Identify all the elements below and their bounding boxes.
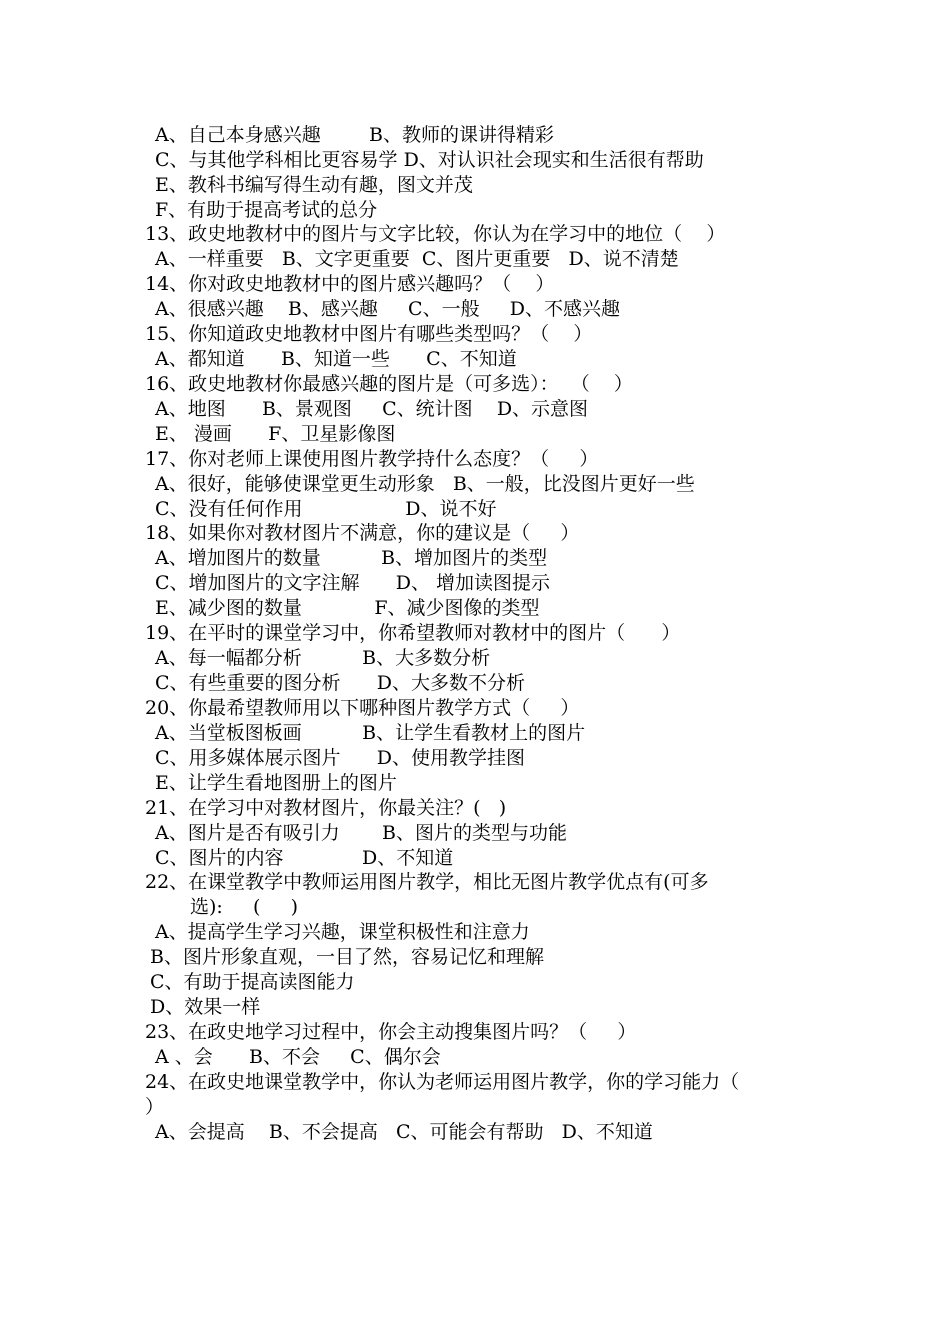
question-16: 16、政史地教材你最感兴趣的图片是（可多选）： （ ） bbox=[145, 373, 633, 395]
question-13: 13、政史地教材中的图片与文字比较，你认为在学习中的地位（ ） bbox=[145, 223, 726, 245]
answer-option-line: C、与其他学科相比更容易学 D、对认识社会现实和生活很有帮助 bbox=[155, 149, 704, 171]
question-22: 22、在课堂教学中教师运用图片教学，相比无图片教学优点有(可多 bbox=[145, 871, 709, 893]
question-24: 24、在政史地课堂教学中，你认为老师运用图片教学，你的学习能力（ bbox=[145, 1071, 740, 1093]
answer-option-line: A、会提高 B、不会提高 C、可能会有帮助 D、不知道 bbox=[155, 1121, 653, 1143]
answer-option-line: A、很感兴趣 B、感兴趣 C、一般 D、不感兴趣 bbox=[155, 298, 621, 320]
answer-option-line: C、增加图片的文字注解 D、 增加读图提示 bbox=[155, 572, 551, 594]
answer-option-line: C、有些重要的图分析 D、大多数不分析 bbox=[155, 672, 526, 694]
answer-option-line: E、 漫画 F、卫星影像图 bbox=[155, 423, 396, 445]
answer-option-line: C、没有任何作用 D、说不好 bbox=[155, 498, 497, 520]
answer-option-line: A、图片是否有吸引力 B、图片的类型与功能 bbox=[155, 822, 567, 844]
question-23: 23、在政史地学习过程中，你会主动搜集图片吗？（ ） bbox=[145, 1021, 637, 1043]
answer-option-line: A、都知道 B、知道一些 C、不知道 bbox=[155, 348, 517, 370]
answer-option-line: A、自己本身感兴趣 B、教师的课讲得精彩 bbox=[155, 124, 555, 146]
question-21: 21、在学习中对教材图片，你最关注？( ) bbox=[145, 797, 507, 819]
question-14: 14、你对政史地教材中的图片感兴趣吗？（ ） bbox=[145, 273, 555, 295]
answer-option-line: A、增加图片的数量 B、增加图片的类型 bbox=[155, 547, 548, 569]
answer-option-line: E、减少图的数量 F、减少图像的类型 bbox=[155, 597, 540, 619]
answer-option-line: A、提高学生学习兴趣，课堂积极性和注意力 bbox=[155, 921, 530, 943]
answer-option-line: A、很好，能够使课堂更生动形象 B、一般，比没图片更好一些 bbox=[155, 473, 695, 495]
answer-option-line: D、效果一样 bbox=[150, 996, 261, 1018]
question-18: 18、如果你对教材图片不满意，你的建议是（ ） bbox=[145, 522, 580, 544]
question-20: 20、你最希望教师用以下哪种图片教学方式（ ） bbox=[145, 697, 580, 719]
answer-option-line: E、教科书编写得生动有趣，图文并茂 bbox=[155, 174, 473, 196]
question-24-continuation: ） bbox=[145, 1096, 165, 1118]
answer-option-line: B、图片形象直观，一目了然，容易记忆和理解 bbox=[150, 946, 544, 968]
answer-option-line: A、一样重要 B、文字更重要 C、图片更重要 D、说不清楚 bbox=[155, 248, 679, 270]
answer-option-line: A 、会 B、不会 C、偶尔会 bbox=[155, 1046, 441, 1068]
answer-option-line: A、每一幅都分析 B、大多数分析 bbox=[155, 647, 491, 669]
answer-option-line: C、用多媒体展示图片 D、使用教学挂图 bbox=[155, 747, 526, 769]
answer-option-line: A、当堂板图板画 B、让学生看教材上的图片 bbox=[155, 722, 586, 744]
answer-option-line: F、有助于提高考试的总分 bbox=[155, 199, 378, 221]
question-22-continuation: 选): ( ) bbox=[190, 896, 299, 918]
answer-option-line: C、有助于提高读图能力 bbox=[150, 971, 355, 993]
question-19: 19、在平时的课堂学习中，你希望教师对教材中的图片（ ） bbox=[145, 622, 681, 644]
question-15: 15、你知道政史地教材中图片有哪些类型吗？（ ） bbox=[145, 323, 593, 345]
answer-option-line: E、让学生看地图册上的图片 bbox=[155, 772, 397, 794]
question-17: 17、你对老师上课使用图片教学持什么态度？（ ） bbox=[145, 448, 599, 470]
answer-option-line: C、图片的内容 D、不知道 bbox=[155, 847, 454, 869]
answer-option-line: A、地图 B、景观图 C、统计图 D、示意图 bbox=[155, 398, 589, 420]
